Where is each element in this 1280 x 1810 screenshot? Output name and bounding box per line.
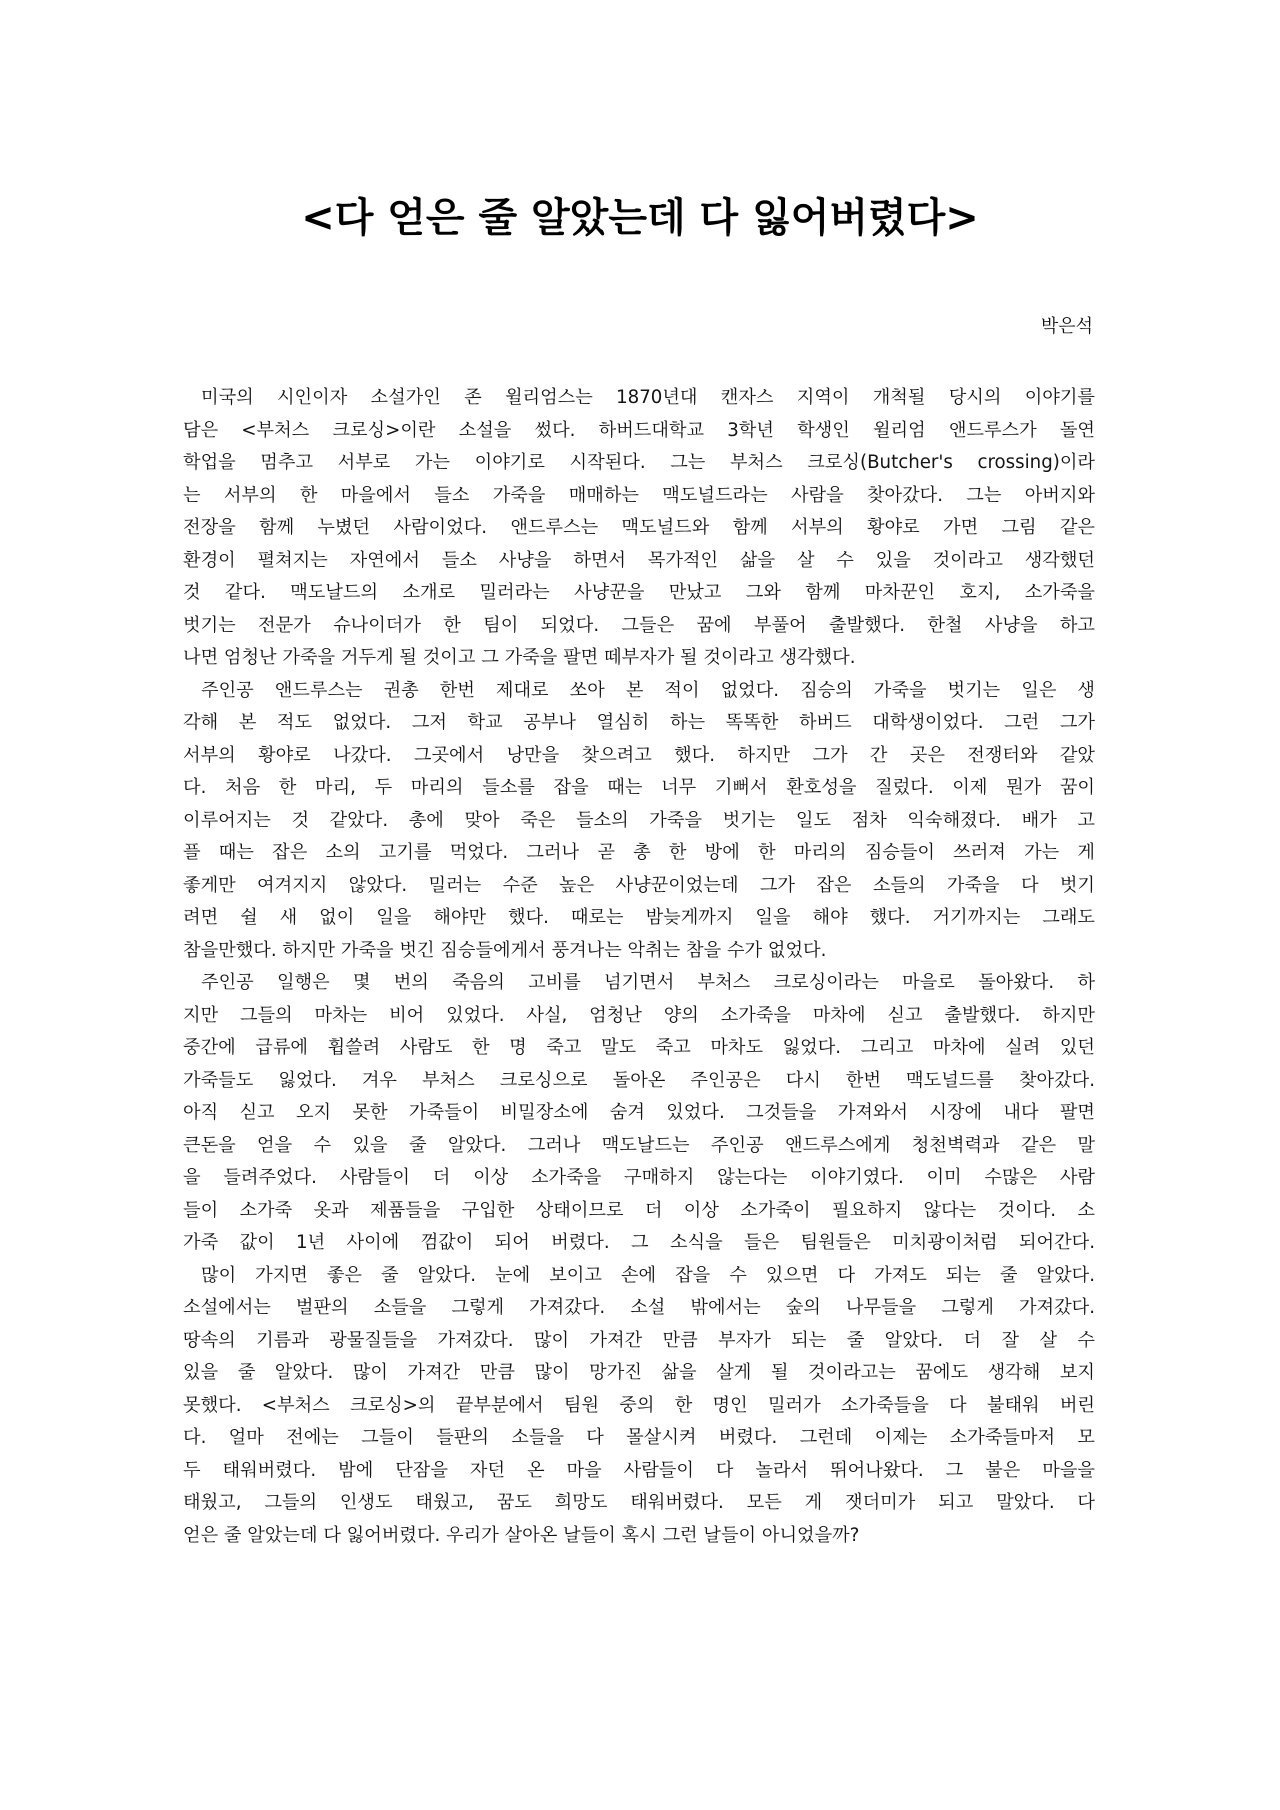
text-line: 려면 쉴 새 없이 일을 해야만 했다. 때로는 밤늦게까지 일을 해야 했다. 거기까지는 그래도 [183,907,1095,928]
text-line: 다. 얼마 전에는 그들이 들판의 소들을 다 몰살시켜 버렸다. 그런데 이제는 소가죽들마저 모 [183,1427,1095,1448]
text-line: 다. 처음 한 마리, 두 마리의 들소를 잡을 때는 너무 기뻐서 환호성을 질렀다. 이제 뭔가 꿈이 [183,777,1095,798]
text-line: 을 들려주었다. 사람들이 더 이상 소가죽을 구매하지 않는다는 이야기였다. 이미 수많은 사람 [183,1167,1095,1188]
text-line: 가죽들도 잃었다. 겨우 부처스 크로싱으로 돌아온 주인공은 다시 한번 맥도널드를 찾아갔다. [183,1069,1095,1091]
paragraph-3 [183,967,1095,1260]
text-line: 두 태워버렸다. 밤에 단잠을 자던 온 마을 사람들이 다 놀라서 뛰어나왔다. 그 불은 마을을 [183,1459,1095,1481]
text-line: 큰돈을 얻을 수 있을 줄 알았다. 그러나 맥도날드는 주인공 앤드루스에게 청천벽력과 같은 말 [183,1134,1095,1156]
text-line: 많이 가지면 좋은 줄 알았다. 눈에 보이고 손에 잡을 수 있으면 다 가져도 되는 줄 알았다. [201,1264,1095,1286]
text-line: 얻은 줄 알았는데 다 잃어버렸다. 우리가 살아온 날들이 혹시 그런 날들이 아니었을까? [183,1524,860,1546]
text-line: 미국의 시인이자 소설가인 존 윌리엄스는 1870년대 캔자스 지역이 개척될 당시의 이야기를 [201,387,1095,408]
text-line: 서부의 황야로 나갔다. 그곳에서 낭만을 찾으려고 했다. 하지만 그가 간 곳은 전쟁터와 같았 [183,744,1095,766]
text-line: 가죽 값이 1년 사이에 껌값이 되어 버렸다. 그 소식을 들은 팀원들은 미치광이처럼 되어간다. [183,1232,1095,1253]
text-line: 학업을 멈추고 서부로 가는 이야기로 시작된다. 그는 부처스 크로싱(Butcher's crossing)이라 [183,452,1095,473]
text-line: 들이 소가죽 옷과 제품들을 구입한 상태이므로 더 이상 소가죽이 필요하지 않다는 것이다. 소 [183,1199,1095,1221]
text-line: 전장을 함께 누볐던 사람이었다. 앤드루스는 맥도널드와 함께 서부의 황야로 가면 그림 같은 [183,517,1095,538]
paragraph-1 [183,382,1095,675]
text-line: 소설에서는 벌판의 소들을 그렇게 가져갔다. 소설 밖에서는 숲의 나무들을 그렇게 가져갔다. [183,1297,1095,1318]
text-line: 나면 엄청난 가죽을 거두게 될 것이고 그 가죽을 팔면 떼부자가 될 것이라고 생각했다. [183,647,856,668]
text-line: 벗기는 전문가 슈나이더가 한 팀이 되었다. 그들은 꿈에 부풀어 출발했다. 한철 사냥을 하고 [183,614,1095,636]
text-line: 환경이 펼쳐지는 자연에서 들소 사냥을 하면서 목가적인 삶을 살 수 있을 것이라고 생각했던 [183,549,1095,571]
text-line: 아직 싣고 오지 못한 가죽들이 비밀장소에 숨겨 있었다. 그것들을 가져와서 시장에 내다 팔면 [183,1102,1095,1123]
text-line: 있을 줄 알았다. 많이 가져간 만큼 많이 망가진 삶을 살게 될 것이라고는 꿈에도 생각해 보지 [183,1362,1095,1383]
text-line: 땅속의 기름과 광물질들을 가져갔다. 많이 가져간 만큼 부자가 되는 줄 알았다. 더 잘 살 수 [183,1329,1095,1351]
text-line: 주인공 앤드루스는 권총 한번 제대로 쏘아 본 적이 없었다. 짐승의 가죽을 벗기는 일은 생 [201,679,1095,701]
author-name: 박은석 [1040,316,1093,337]
text-line: 중간에 급류에 휩쓸려 사람도 한 명 죽고 말도 죽고 마차도 잃었다. 그리고 마차에 실려 있던 [183,1037,1095,1058]
document-title: <다 얻은 줄 알았는데 다 잃어버렸다> [301,195,979,241]
text-line: 못했다. <부처스 크로싱>의 끝부분에서 팀원 중의 한 명인 밀러가 소가죽들을 다 불태워 버린 [183,1394,1095,1416]
text-line: 각해 본 적도 없었다. 그저 학교 공부나 열심히 하는 똑똑한 하버드 대학생이었다. 그런 그가 [183,712,1095,733]
text-line: 이루어지는 것 같았다. 총에 맞아 죽은 들소의 가죽을 벗기는 일도 점차 익숙해졌다. 배가 고 [183,809,1095,831]
text-line: 좋게만 여겨지지 않았다. 밀러는 수준 높은 사냥꾼이었는데 그가 잡은 소들의 가죽을 다 벗기 [183,874,1095,896]
text-line: 태웠고, 그들의 인생도 태웠고, 꿈도 희망도 태워버렸다. 모든 게 잿더미가 되고 말았다. 다 [183,1492,1095,1513]
text-line: 담은 <부처스 크로싱>이란 소설을 썼다. 하버드대학교 3학년 학생인 윌리엄 앤드루스가 돌연 [183,419,1095,441]
text-line: 주인공 일행은 몇 번의 죽음의 고비를 넘기면서 부처스 크로싱이라는 마을로 돌아왔다. 하 [201,972,1095,993]
text-line: 는 서부의 한 마을에서 들소 가죽을 매매하는 맥도널드라는 사람을 찾아갔다. 그는 아버지와 [183,484,1095,506]
text-line: 지만 그들의 마차는 비어 있었다. 사실, 엄청난 양의 소가죽을 마차에 싣고 출발했다. 하지만 [183,1004,1095,1026]
text-line: 플 때는 잡은 소의 고기를 먹었다. 그러나 곧 총 한 방에 한 마리의 짐승들이 쓰러져 가는 게 [183,842,1095,863]
text-line: 것 같다. 맥도날드의 소개로 밀러라는 사냥꾼을 만났고 그와 함께 마차꾼인 호지, 소가죽을 [183,582,1095,603]
paragraph-4 [183,1260,1095,1553]
paragraph-2 [183,675,1095,968]
text-line: 참을만했다. 하지만 가죽을 벗긴 짐승들에게서 풍겨나는 악취는 참을 수가 없었다. [183,939,827,961]
document-body [183,382,1095,1552]
